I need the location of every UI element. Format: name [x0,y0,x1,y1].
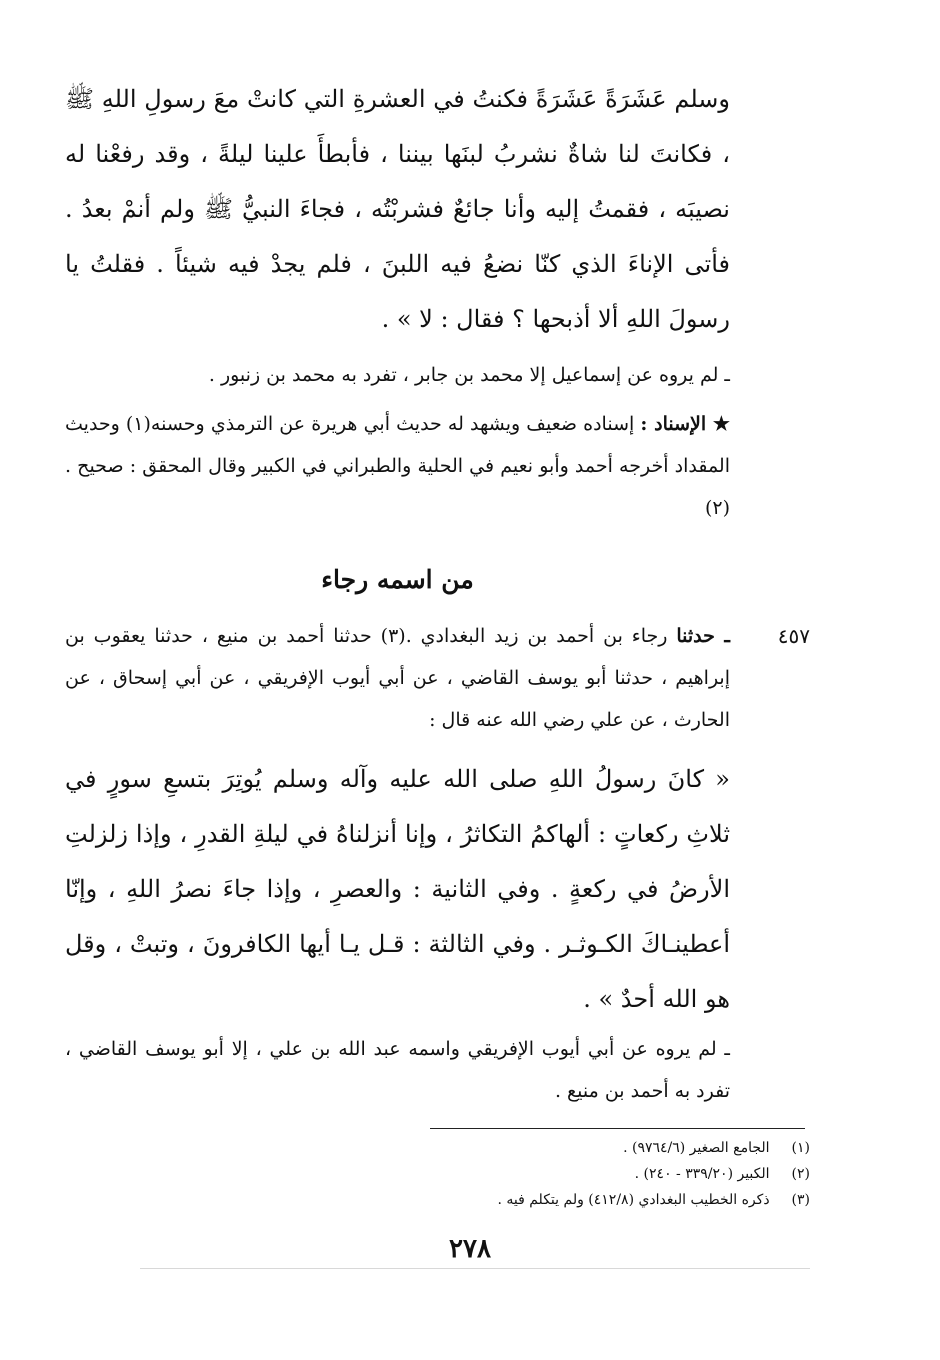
hadith-457-chain: ـ حدثنا رجاء بن أحمد بن زيد البغدادي .(٣) حدثنا أحمد بن منيع ، حدثنا يعقوب بن إبراهيم ، حدثنا أبو يوسف القاضي ، عن أبي أيوب الإفريقي ، عن أبي إسحاق ، عن الحارث ، عن علي رضي الله عنه قال : [65,625,730,731]
hadith-457-note: ـ لم يروه عن أبي أيوب الإفريقي واسمه عبد الله بن علي ، إلا أبو يوسف القاضي ، تفرد به أحمد بن منيع . [65,1038,730,1102]
footnote-2-text: الكبير (٣٣٩/٢٠ - ٢٤٠) . [634,1166,770,1182]
isnad-text: إسناده ضعيف ويشهد له حديث أبي هريرة عن الترمذي وحسنه(١) وحديث المقداد أخرجه أحمد وأبو نعيم في الحلية والطبراني في الكبير وقال المحقق : صحيح .(٢) [65,413,730,519]
footnote-3-number: (٣) [791,1192,810,1208]
page-number: ٢٧٨ [449,1234,491,1264]
hadith-457-text: « كانَ رسولُ اللهِ صلى الله عليه وآله وسلم يُوتِرَ بتسعِ سورٍ في ثلاثِ ركعاتٍ : ألهاكمُ التكاثرُ ، وإنا أنزلناهُ في ليلةِ القدرِ ، وإذا زلزلتِ الأرضُ في ركعةٍ . وفي الثانية : والعصرِ ، وإذا جاءَ نصرُ اللهِ ، وإنّا أعطينـاكَ الكـوثـر . وفي الثالثة : قـل يـا أيها الكافرونَ ، وتبتْ ، وقل هو الله أحدٌ » . [65,765,730,1013]
footnote-2-number: (٢) [791,1166,810,1182]
isnad-paragraph [65,403,730,529]
hadith-457-label: ـ حدثنا [676,625,730,647]
footnote-1-number: (١) [791,1140,810,1156]
hadith-456-text: وسلم عَشَرَةً عَشَرَةً فكنتُ في العشرةِ التي كانتْ معَ رسولِ اللهِ ﷺ ، فكانتَ لنا شاةٌ نشربُ لبنَها بيننا ، فأبطأَ علينا ليلةً ، وقد رفعْنا له نصيبَه ، فقمتُ إليه وأنا جائعٌ فشربْتُه ، فجاءَ النبيُّ ﷺ ولم أنمْ بعدُ . فأتى الإناءَ الذي كنّا نضعُ فيه اللبنَ ، فلم يجدْ فيه شيئاً . فقلتُ يا رسولَ اللهِ ألا أذبحها ؟ فقال : لا » . [65,85,731,333]
section-heading: من اسمه رجاء [321,565,474,594]
footnote-1 [135,1136,810,1160]
isnad-label: ★ الإسناد : [640,413,730,435]
hadith-456-note: ـ لم يروه عن إسماعيل إلا محمد بن جابر ، تفرد به محمد بن زنبور . [208,364,730,386]
scan-edge-line [140,1268,810,1269]
hadith-number: ٤٥٧ [777,624,810,648]
footnote-1-text: الجامع الصغير (٩٧٦٤/٦) . [623,1140,770,1156]
footnote-3-text: ذكره الخطيب البغدادي (٤١٢/٨) ولم يتكلم فيه . [497,1192,770,1208]
footnote-divider [430,1128,805,1129]
footnote-2 [135,1162,810,1186]
footnote-3 [135,1188,810,1212]
